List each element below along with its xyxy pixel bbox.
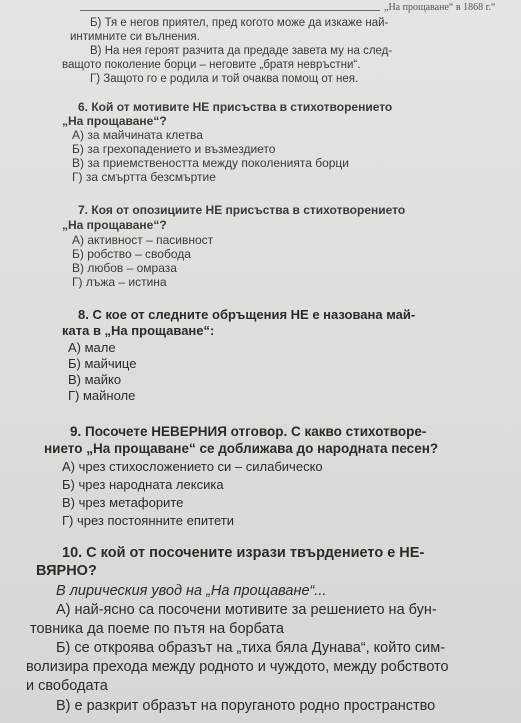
q9-option-b: Б) чрез народната лексика	[62, 477, 224, 492]
q8-option-b: Б) майчице	[68, 356, 137, 371]
q7-option-b: Б) робство – свобода	[72, 247, 191, 261]
q10-option-b-line3: и свободата	[26, 678, 108, 694]
q9-option-g: Г) чрез постоянните епитети	[62, 513, 234, 528]
prev-option-v-line1: В) На нея героят разчита да предаде завета му на след-	[90, 45, 393, 57]
prev-option-v-line2: ващото поколение борци – неговите „братя невръстни“.	[62, 59, 361, 71]
q10-option-a-line1: А) най-ясно са посочени мотивите за решението на бун-	[56, 602, 437, 618]
q6-option-g: Г) за смъртта безсмъртие	[72, 170, 216, 184]
q7-option-v: В) любов – омраза	[72, 261, 177, 275]
q10-option-b-line1: Б) се откроява образът на „тиха бяла Дунава“, който сим-	[56, 640, 446, 656]
q8-option-v: В) майко	[68, 372, 122, 387]
q9-option-a: А) чрез стихосложението си – силабическо	[62, 459, 323, 474]
q8-title-line2: ката в „На прощаване“:	[62, 323, 215, 338]
q9-option-v: В) чрез метафорите	[62, 495, 184, 510]
q10-title-line2: ВЯРНО?	[36, 563, 97, 579]
running-head: „На прощаване“ в 1868 г.“	[384, 2, 496, 13]
q6-title-line2: „На прощаване“?	[62, 114, 167, 128]
q7-option-a: А) активност – пасивност	[72, 233, 214, 247]
q8-option-g: Г) майноле	[68, 388, 136, 403]
q6-title-line1: 6. Кой от мотивите НЕ присъства в стихотворението	[78, 100, 393, 114]
q7-title-line2: „На прощаване“?	[62, 218, 167, 232]
q10-option-a-line2: товника да поеме по пътя на борбата	[30, 621, 284, 637]
prev-option-g: Г) Защото го е родила и той очаква помощ от нея.	[90, 73, 359, 85]
q10-option-v-line1: В) е разкрит образът на поруганото родно пространство	[56, 698, 436, 714]
q10-stem: В лирическия увод на „На прощаване“...	[56, 583, 327, 599]
q9-title-line1: 9. Посочете НЕВЕРНИЯ отговор. С какво стихотворе-	[70, 424, 427, 439]
q7-title-line1: 7. Коя от опозициите НЕ присъства в стихотворението	[78, 203, 406, 217]
q6-option-b: Б) за грехопадението и възмездието	[72, 142, 276, 156]
q6-option-a: А) за майчината клетва	[72, 128, 203, 142]
q8-option-a: А) мале	[68, 340, 116, 355]
header-rule	[80, 10, 380, 11]
prev-option-b-line1: Б) Тя е негов приятел, пред когото може да изкаже най-	[90, 17, 389, 29]
q8-title-line1: 8. С кое от следните обръщения НЕ е назована май-	[78, 307, 416, 322]
q9-title-line2: нието „На прощаване“ се доближава до народната песен?	[44, 441, 439, 456]
q10-option-b-line2: волизира прехода между родното и чуждото, между робството	[26, 659, 449, 675]
q10-title-line1: 10. С кой от посочените изрази твърдението е НЕ-	[62, 545, 425, 561]
prev-option-b-line2: интимните си вълнения.	[70, 31, 200, 43]
q7-option-g: Г) лъжа – истина	[72, 275, 167, 289]
q6-option-v: В) за приемствеността между поколенията борци	[72, 156, 350, 170]
